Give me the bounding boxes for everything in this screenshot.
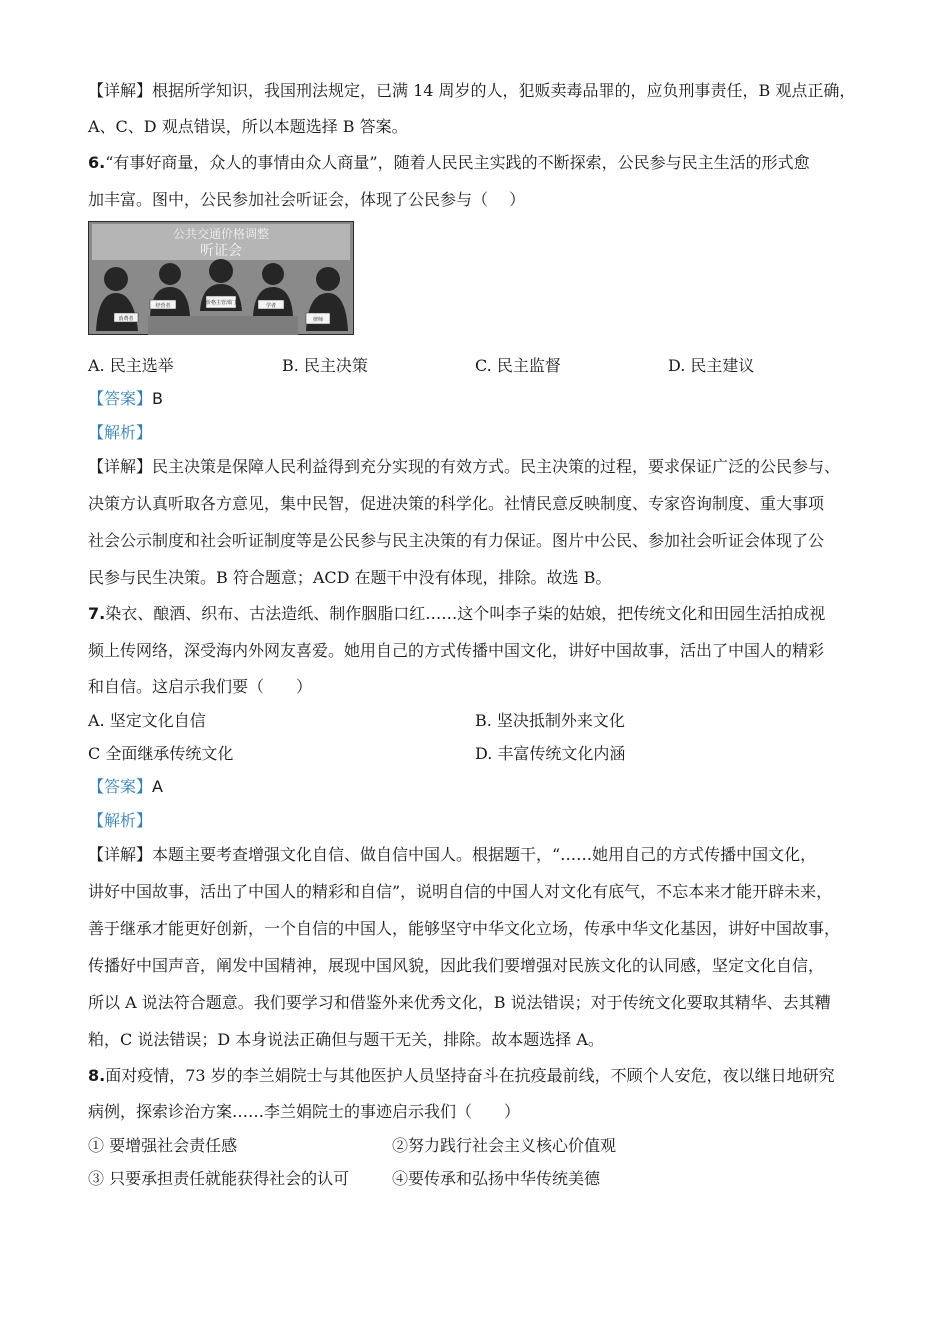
q7-stem-line-1 — [88, 603, 825, 625]
hearing-photo — [88, 221, 354, 335]
q7-answer-label: 【答案】 — [88, 777, 153, 796]
q7-stem-text-1: 染衣、酿酒、织布、古法造纸、制作胭脂口红……这个叫李子柒的姑娘，把传统文化和田园生活拍成视 — [105, 604, 826, 623]
q7-detail-line-1: 【详解】本题主要考查增强文化自信、做自信中国人。根据题干，“……她用自己的方式传播中国文化， — [88, 845, 817, 864]
q7-detail-line-5: 所以 A 说法符合题意。我们要学习和借鉴外来优秀文化，B 说法错误；对于传统文化要取其精华、去其糟 — [88, 993, 831, 1012]
q8-stem-line-1 — [88, 1065, 835, 1087]
q6-analysis-label: 【解析】 — [88, 423, 153, 442]
q6-stem-line-1 — [88, 152, 810, 174]
q7-stem-line-2: 频上传网络，深受海内外网友喜爱。她用自己的方式传播中国文化，讲好中国故事，活出了中国人的精彩 — [88, 641, 825, 660]
q6-detail-line-3: 社会公示制度和社会听证制度等是公民参与民主决策的有力保证。图片中公民、参加社会听证会体现了公 — [88, 531, 825, 550]
q6-option-d: D. 民主建议 — [668, 356, 755, 375]
q7-answer-value: A — [152, 777, 163, 796]
q8-number: 8. — [88, 1066, 106, 1085]
nameplate-1: 消费者 — [118, 316, 134, 322]
q7-number: 7. — [88, 604, 106, 623]
q7-detail-line-4: 传播好中国声音，阐发中国精神，展现中国风貌，因此我们要增强对民族文化的认同感，坚定文化自信， — [88, 956, 825, 975]
q7-option-b: B. 坚决抵制外来文化 — [475, 711, 625, 730]
q6-stem-text-1: “有事好商量，众人的事情由众人商量”，随着人民民主实践的不断探索，公民参与民主生活的形式愈 — [105, 153, 810, 172]
q6-detail-line-1: 【详解】民主决策是保障人民利益得到充分实现的有效方式。民主决策的过程，要求保证广泛的公民参与、 — [88, 457, 841, 476]
q6-answer-value: B — [152, 389, 163, 408]
q7-detail-line-6: 粕，C 说法错误；D 本身说法正确但与题干无关，排除。故本题选择 A。 — [88, 1030, 604, 1049]
q6-number: 6. — [88, 153, 106, 172]
q6-option-b: B. 民主决策 — [282, 356, 368, 375]
q8-option-2: ②努力践行社会主义核心价值观 — [392, 1136, 617, 1155]
q7-detail-line-2: 讲好中国故事，活出了中国人的精彩和自信”，说明自信的中国人对文化有底气，不忘本来才能开辟未来， — [88, 882, 833, 901]
q6-option-c: C. 民主监督 — [475, 356, 561, 375]
nameplate-4: 学者 — [265, 303, 277, 309]
banner-text-1: 公共交通价格调整 — [172, 227, 270, 241]
q6-stem-line-2: 加丰富。图中，公民参加社会听证会，体现了公民参与（ ） — [88, 190, 526, 209]
q7-option-d: D. 丰富传统文化内涵 — [475, 744, 626, 763]
q7-option-c: C 全面继承传统文化 — [88, 744, 234, 763]
nameplate-3: 价格主管部门 — [205, 300, 237, 306]
q6-option-a: A. 民主选举 — [88, 356, 174, 375]
nameplate-5: 律师 — [312, 317, 324, 323]
q6-answer-label: 【答案】 — [88, 389, 153, 408]
q8-option-1: ① 要增强社会责任感 — [88, 1136, 238, 1155]
q6-detail-line-4: 民参与民生决策。B 符合题意；ACD 在题干中没有体现，排除。故选 B。 — [88, 568, 612, 587]
q8-stem-text-1: 面对疫情，73 岁的李兰娟院士与其他医护人员坚持奋斗在抗疫最前线，不顾个人安危，夜以继日地研究 — [105, 1066, 835, 1085]
q6-detail-line-2: 决策方认真听取各方意见，集中民智，促进决策的科学化。社情民意反映制度、专家咨询制度、重大事项 — [88, 494, 825, 513]
q6-answer — [88, 388, 163, 410]
prev-detail-line-2: A、C、D 观点错误，所以本题选择 B 答案。 — [88, 117, 408, 136]
banner-text-2: 听证会 — [200, 243, 242, 259]
q7-answer — [88, 776, 163, 798]
prev-detail-line-1: 【详解】根据所学知识，我国刑法规定，已满 14 周岁的人，犯贩卖毒品罪的，应负刑事责任，B 观点正确， — [88, 81, 856, 100]
q8-stem-line-2: 病例，探索诊治方案……李兰娟院士的事迹启示我们（ ） — [88, 1102, 521, 1121]
q7-analysis-label: 【解析】 — [88, 811, 153, 830]
q8-option-3: ③ 只要承担责任就能获得社会的认可 — [88, 1169, 350, 1188]
q7-stem-line-3: 和自信。这启示我们要（ ） — [88, 677, 313, 696]
q7-detail-line-3: 善于继承才能更好创新，一个自信的中国人，能够坚守中华文化立场，传承中华文化基因，讲好中国故事， — [88, 919, 841, 938]
q7-option-a: A. 坚定文化自信 — [88, 711, 206, 730]
q8-option-4: ④要传承和弘扬中华传统美德 — [392, 1169, 601, 1188]
nameplate-2: 经营者 — [155, 303, 171, 309]
